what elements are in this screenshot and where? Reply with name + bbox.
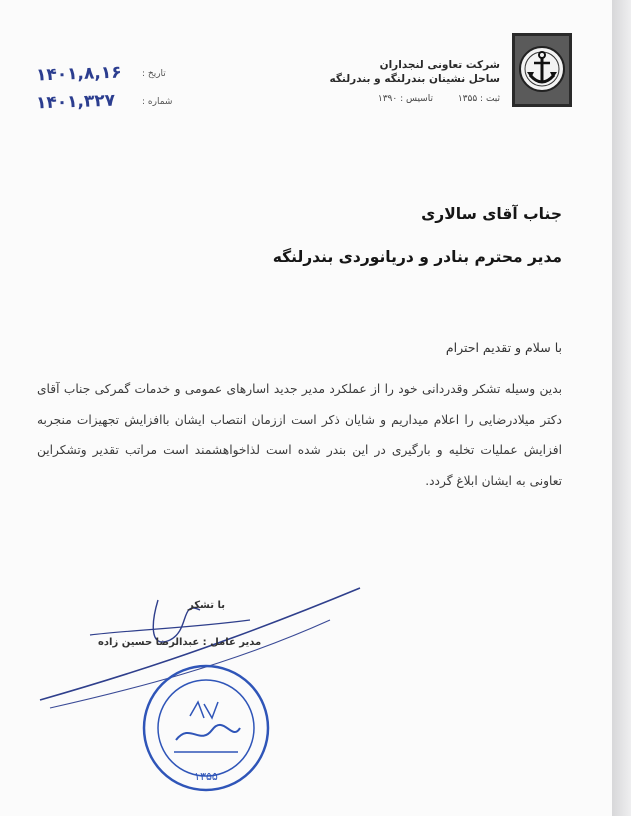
company-info [220,58,500,106]
number-label: شماره : [142,97,173,107]
company-subtitle: ساحل نشینان بندرلنگه و بندرلنگه [329,73,500,85]
page-edge-shadow [612,0,631,816]
company-name: شرکت تعاونی لنجداران [379,59,500,71]
body-paragraph: بدین وسیله تشکر وقدردانی خود را از عملکرد مدیر جدید اسارهای عمومی و خدمات گمرکی جناب آقای دکتر میلادرضایی را اعلام میداریم و شایان ذکر است اززمان انتصاب ایشان باافزایش تجهیزات منجربه افزایش عملیات تخلیه و بارگیری در این بندر شده است لذاخواهشمند است مراتب تقدیر وتشکراین تعاونی به ایشان ابلاغ گردد. [37,382,562,488]
number-value: ۱۴۰۱,۳۲۷ [35,90,116,114]
registration-number: ثبت : ۱۳۵۵ [457,94,500,104]
company-registration [220,92,500,106]
official-stamp-icon [140,662,272,794]
established-year: تاسیس : ۱۳۹۰ [377,94,433,104]
greeting: با سلام و تقدیم احترام [445,340,562,355]
signature-name: مدیر عامل : عبدالرضا حسین زاده [98,637,262,648]
addressee-title: مدیر محترم بنادر و دریانوردی بندرلنگه [272,248,562,266]
anchor-emblem-icon [512,33,572,107]
letter-meta [30,64,190,120]
stamp-number: ۱۳۵۵ [194,770,218,783]
date-value: ۱۴۰۱,۸,۱۶ [35,62,122,86]
date-label: تاریخ : [142,69,166,79]
number-row [30,92,190,120]
signature-closing: با تشکر [188,600,225,611]
addressee-name: جناب آقای سالاری [421,205,562,223]
date-row [30,64,190,92]
